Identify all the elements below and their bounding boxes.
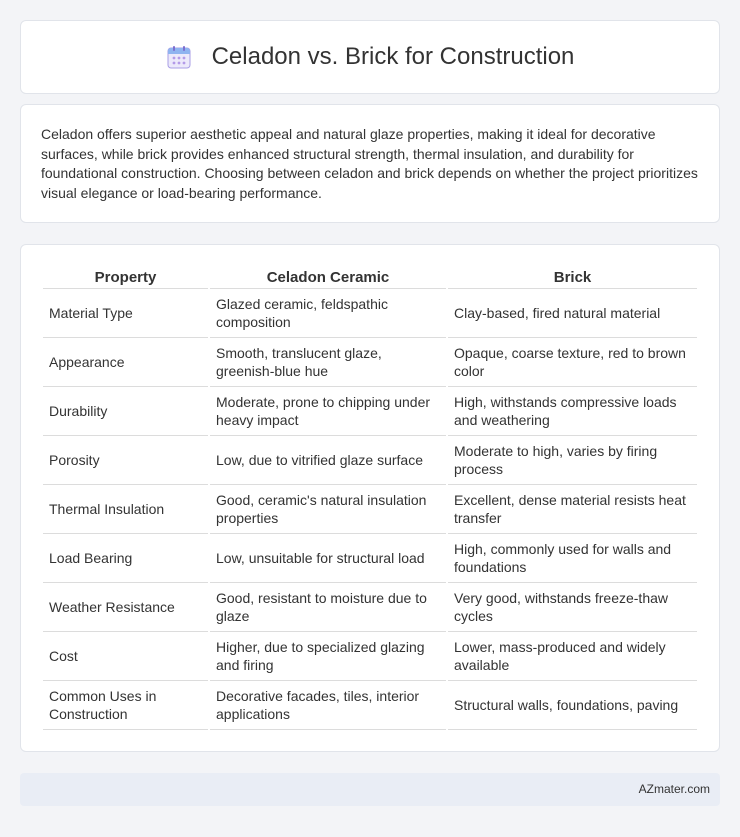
comparison-table-card [20,244,720,752]
celadon-cell: Decorative facades, tiles, interior applications [210,681,446,730]
table-row [43,632,697,681]
table-row [43,338,697,387]
celadon-cell: Moderate, prone to chipping under heavy impact [210,387,446,436]
property-cell: Cost [43,632,208,681]
celadon-cell: Smooth, translucent glaze, greenish-blue hue [210,338,446,387]
celadon-cell: Low, unsuitable for structural load [210,534,446,583]
brick-cell: Opaque, coarse texture, red to brown color [448,338,697,387]
celadon-cell: Good, resistant to moisture due to glaze [210,583,446,632]
property-cell: Porosity [43,436,208,485]
title-card [20,20,720,94]
column-header-brick: Brick [448,263,697,289]
column-header-celadon: Celadon Ceramic [210,263,446,289]
page-title: Celadon vs. Brick for Construction [211,43,575,70]
property-cell: Thermal Insulation [43,485,208,534]
table-row [43,387,697,436]
brick-cell: High, withstands compressive loads and weathering [448,387,697,436]
summary-text: Celadon offers superior aesthetic appeal and natural glaze properties, making it ideal for decorative surfaces, while brick provides enhanced structural strength, thermal insulation, and durability for foundational construction. Choosing between celadon and brick depends on whether the project prioritizes visual elegance or load-bearing performance. [41,126,698,201]
table-row [43,583,697,632]
footer-brand[interactable]: AZmater.com [638,782,710,796]
brick-cell: High, commonly used for walls and foundations [448,534,697,583]
table-header-row [43,263,697,289]
celadon-cell: Higher, due to specialized glazing and firing [210,632,446,681]
table-row [43,681,697,730]
celadon-cell: Glazed ceramic, feldspathic composition [210,289,446,338]
brick-cell: Excellent, dense material resists heat transfer [448,485,697,534]
calendar-icon [166,44,192,70]
brick-cell: Moderate to high, varies by firing process [448,436,697,485]
table-row [43,289,697,338]
column-header-property: Property [43,263,208,289]
brick-cell: Lower, mass-produced and widely available [448,632,697,681]
table-row [43,436,697,485]
celadon-cell: Low, due to vitrified glaze surface [210,436,446,485]
brick-cell: Very good, withstands freeze-thaw cycles [448,583,697,632]
footer [20,773,720,806]
brick-cell: Structural walls, foundations, paving [448,681,697,730]
property-cell: Durability [43,387,208,436]
summary-card [20,104,720,223]
property-cell: Appearance [43,338,208,387]
brick-cell: Clay-based, fired natural material [448,289,697,338]
property-cell: Common Uses in Construction [43,681,208,730]
table-row [43,534,697,583]
celadon-cell: Good, ceramic's natural insulation properties [210,485,446,534]
comparison-table [41,263,699,730]
property-cell: Material Type [43,289,208,338]
property-cell: Load Bearing [43,534,208,583]
table-row [43,485,697,534]
property-cell: Weather Resistance [43,583,208,632]
